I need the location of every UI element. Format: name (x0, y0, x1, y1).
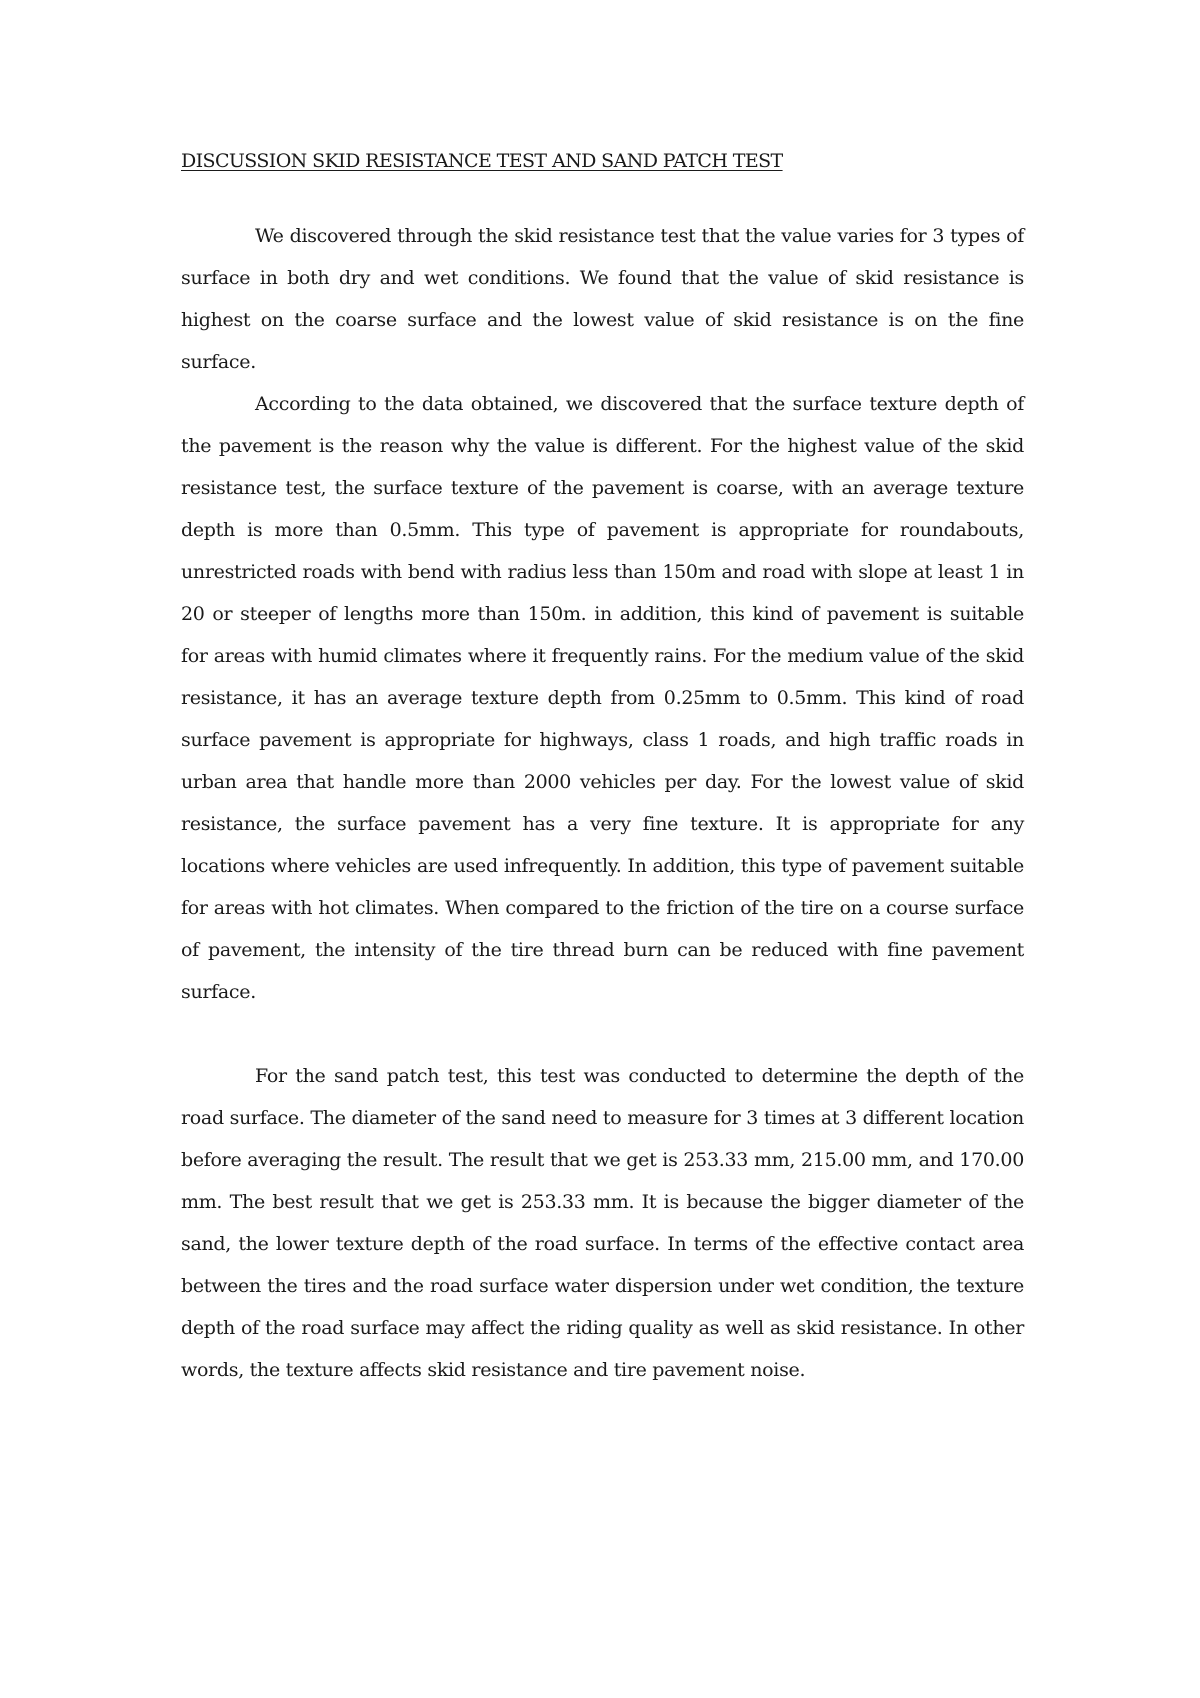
paragraph-sand-patch-test: For the sand patch test, this test was conducted to determine the depth of the road surface. The diameter of the sand need to measure for 3 times at 3 different location before averaging the result. The result that we get is 253.33 mm, 215.00 mm, and 170.00 mm. The best result that we get is 253.33 mm. It is because the bigger diameter of the sand, the lower texture depth of the road surface. In terms of the effective contact area between the tires and the road surface water dispersion under wet condition, the texture depth of the road surface may affect the riding quality as well as skid resistance. In other words, the texture affects skid resistance and tire pavement noise. (181, 1065, 1024, 1381)
document-body (181, 145, 1024, 1391)
paragraph-texture-depth-analysis: According to the data obtained, we discovered that the surface texture depth of the pavement is the reason why the value is different. For the highest value of the skid resistance test, the surface texture of the pavement is coarse, with an average texture depth is more than 0.5mm. This type of pavement is appropriate for roundabouts, unrestricted roads with bend with radius less than 150m and road with slope at least 1 in 20 or steeper of lengths more than 150m. in addition, this kind of pavement is suitable for areas with humid climates where it frequently rains. For the medium value of the skid resistance, it has an average texture depth from 0.25mm to 0.5mm. This kind of road surface pavement is appropriate for highways, class 1 roads, and high traffic roads in urban area that handle more than 2000 vehicles per day. For the lowest value of skid resistance, the surface pavement has a very fine texture. It is appropriate for any locations where vehicles are used infrequently. In addition, this type of pavement suitable for areas with hot climates. When compared to the friction of the tire on a course surface of pavement, the intensity of the tire thread burn can be reduced with fine pavement surface. (181, 393, 1024, 1003)
document-title: DISCUSSION SKID RESISTANCE TEST AND SAND PATCH TEST (181, 150, 783, 172)
paragraph-skid-resistance-summary: We discovered through the skid resistance test that the value varies for 3 types of surface in both dry and wet conditions. We found that the value of skid resistance is highest on the coarse surface and the lowest value of skid resistance is on the fine surface. (181, 225, 1024, 373)
